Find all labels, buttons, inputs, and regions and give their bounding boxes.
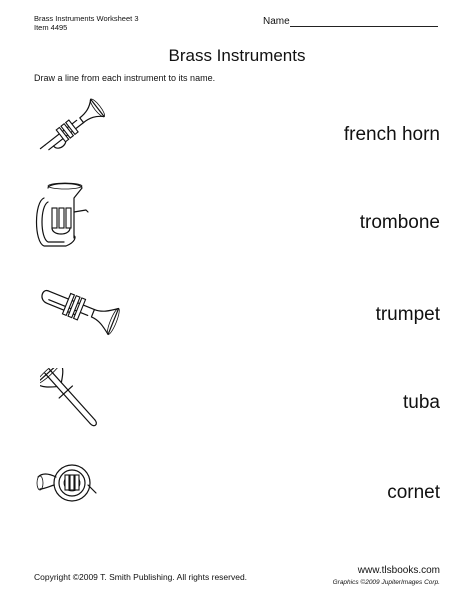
trombone-icon[interactable] — [40, 368, 106, 438]
name-field-line[interactable] — [290, 26, 438, 27]
worksheet-label: Brass Instruments Worksheet 3 — [34, 14, 139, 23]
instructions: Draw a line from each instrument to its name. — [34, 73, 216, 83]
word-tuba[interactable]: tuba — [403, 392, 440, 413]
word-trumpet[interactable]: trumpet — [375, 304, 440, 325]
trumpet-icon[interactable] — [36, 92, 110, 162]
french-horn-icon[interactable] — [34, 455, 98, 511]
word-french-horn[interactable]: french horn — [343, 124, 440, 145]
word-cornet[interactable]: cornet — [387, 482, 440, 503]
page-title: Brass Instruments — [168, 46, 306, 65]
item-number: Item 4495 — [34, 23, 68, 32]
graphics-credit: Graphics ©2009 JupiterImages Corp. — [332, 579, 440, 586]
word-trombone[interactable]: trombone — [359, 212, 440, 233]
cornet-icon[interactable] — [38, 278, 120, 348]
website-link[interactable]: www.tlsbooks.com — [357, 565, 440, 576]
worksheet-header — [34, 14, 138, 32]
copyright-notice: Copyright ©2009 T. Smith Publishing. All rights reserved. — [34, 572, 248, 582]
tuba-icon[interactable] — [30, 180, 90, 260]
name-label: Name — [263, 16, 290, 27]
